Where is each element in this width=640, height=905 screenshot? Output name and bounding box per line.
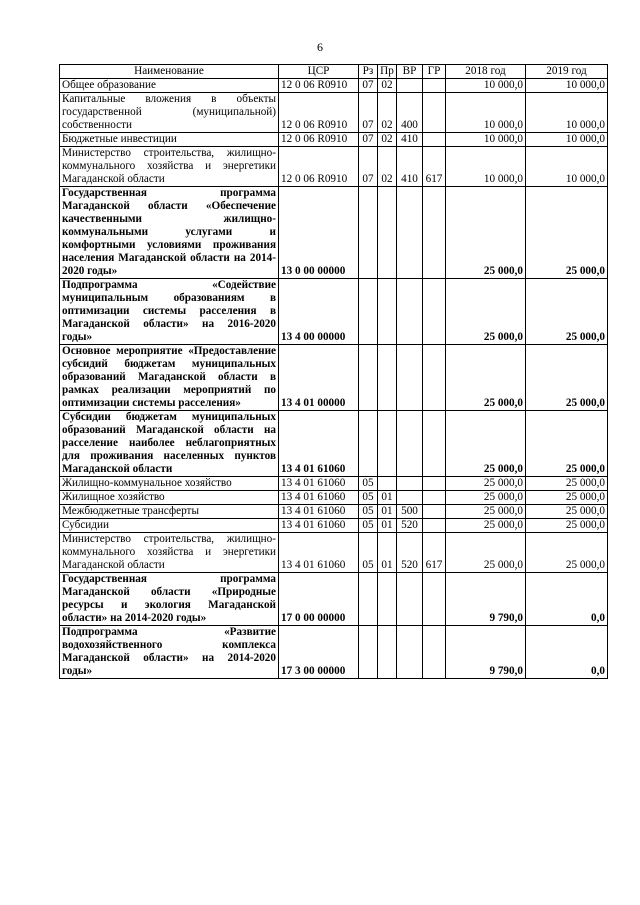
row-rz: 05 bbox=[359, 519, 378, 533]
row-gr bbox=[423, 93, 446, 133]
table-row bbox=[60, 491, 608, 505]
row-vr bbox=[397, 279, 423, 345]
row-csr: 13 4 01 61060 bbox=[279, 491, 359, 505]
row-2019: 25 000,0 bbox=[526, 279, 608, 345]
row-csr: 12 0 06 R0910 bbox=[279, 147, 359, 187]
header-vr: ВР bbox=[397, 65, 423, 79]
row-gr: 617 bbox=[423, 147, 446, 187]
header-name: Наименование bbox=[60, 65, 279, 79]
table-row bbox=[60, 93, 608, 133]
row-csr: 13 4 01 61060 bbox=[279, 477, 359, 491]
row-2018: 25 000,0 bbox=[446, 187, 526, 279]
row-name: Министерство строительства, жилищно-коммунального хозяйства и энергетики Магаданской области bbox=[60, 147, 279, 187]
row-rz: 05 bbox=[359, 491, 378, 505]
row-2018: 9 790,0 bbox=[446, 626, 526, 679]
row-csr: 13 4 01 61060 bbox=[279, 411, 359, 477]
row-csr: 12 0 06 R0910 bbox=[279, 79, 359, 93]
row-name: Основное мероприятие «Предоставление субсидий бюджетам муниципальных образований Магаданской области в рамках реализации мероприятий по оптимизации системы расселения» bbox=[60, 345, 279, 411]
page-number: 6 bbox=[317, 40, 323, 54]
table-row bbox=[60, 519, 608, 533]
row-rz: 05 bbox=[359, 533, 378, 573]
row-2018: 25 000,0 bbox=[446, 279, 526, 345]
row-2019: 25 000,0 bbox=[526, 477, 608, 491]
row-name: Подпрограмма «Развитие водохозяйственного комплекса Магаданской области» на 2014-2020 годы» bbox=[60, 626, 279, 679]
row-name: Государственная программа Магаданской области «Природные ресурсы и экология Магаданской области» на 2014-2020 годы» bbox=[60, 573, 279, 626]
row-2018: 10 000,0 bbox=[446, 147, 526, 187]
row-name: Подпрограмма «Содействие муниципальным образованиям в оптимизации системы расселения в Магаданской области» на 2016-2020 годы» bbox=[60, 279, 279, 345]
row-vr: 410 bbox=[397, 147, 423, 187]
row-gr bbox=[423, 519, 446, 533]
row-pr bbox=[378, 345, 397, 411]
row-csr: 13 4 01 61060 bbox=[279, 519, 359, 533]
row-vr: 500 bbox=[397, 505, 423, 519]
header-csr: ЦСР bbox=[279, 65, 359, 79]
row-vr bbox=[397, 626, 423, 679]
row-vr bbox=[397, 187, 423, 279]
row-rz: 07 bbox=[359, 79, 378, 93]
row-gr bbox=[423, 187, 446, 279]
row-pr: 02 bbox=[378, 93, 397, 133]
row-gr bbox=[423, 626, 446, 679]
header-pr: Пр bbox=[378, 65, 397, 79]
header-2019: 2019 год bbox=[526, 65, 608, 79]
row-2019: 10 000,0 bbox=[526, 133, 608, 147]
table-row bbox=[60, 147, 608, 187]
row-pr bbox=[378, 626, 397, 679]
row-csr: 17 3 00 00000 bbox=[279, 626, 359, 679]
row-2019: 25 000,0 bbox=[526, 411, 608, 477]
row-2019: 25 000,0 bbox=[526, 519, 608, 533]
row-rz bbox=[359, 411, 378, 477]
budget-table bbox=[59, 64, 608, 679]
row-2019: 10 000,0 bbox=[526, 79, 608, 93]
header-rz: Рз bbox=[359, 65, 378, 79]
row-rz: 05 bbox=[359, 477, 378, 491]
row-pr: 01 bbox=[378, 491, 397, 505]
row-csr: 17 0 00 00000 bbox=[279, 573, 359, 626]
row-name: Министерство строительства, жилищно-коммунального хозяйства и энергетики Магаданской области bbox=[60, 533, 279, 573]
row-rz bbox=[359, 573, 378, 626]
row-csr: 13 4 00 00000 bbox=[279, 279, 359, 345]
row-pr bbox=[378, 477, 397, 491]
row-gr bbox=[423, 491, 446, 505]
row-gr bbox=[423, 477, 446, 491]
row-name: Жилищное хозяйство bbox=[60, 491, 279, 505]
table-row bbox=[60, 279, 608, 345]
row-vr bbox=[397, 79, 423, 93]
row-rz bbox=[359, 279, 378, 345]
row-rz: 05 bbox=[359, 505, 378, 519]
table-row bbox=[60, 626, 608, 679]
row-name: Межбюджетные трансферты bbox=[60, 505, 279, 519]
row-2019: 25 000,0 bbox=[526, 345, 608, 411]
row-name: Бюджетные инвестиции bbox=[60, 133, 279, 147]
row-2019: 10 000,0 bbox=[526, 147, 608, 187]
row-csr: 13 4 01 00000 bbox=[279, 345, 359, 411]
row-2019: 10 000,0 bbox=[526, 93, 608, 133]
row-csr: 13 4 01 61060 bbox=[279, 505, 359, 519]
row-2018: 25 000,0 bbox=[446, 533, 526, 573]
row-2018: 25 000,0 bbox=[446, 491, 526, 505]
row-gr bbox=[423, 279, 446, 345]
row-pr: 02 bbox=[378, 147, 397, 187]
table-row bbox=[60, 411, 608, 477]
table-row bbox=[60, 533, 608, 573]
table-row bbox=[60, 505, 608, 519]
row-2019: 25 000,0 bbox=[526, 505, 608, 519]
row-gr bbox=[423, 79, 446, 93]
row-gr bbox=[423, 345, 446, 411]
row-2018: 25 000,0 bbox=[446, 519, 526, 533]
table-row bbox=[60, 345, 608, 411]
row-2019: 25 000,0 bbox=[526, 533, 608, 573]
row-rz: 07 bbox=[359, 133, 378, 147]
row-gr bbox=[423, 133, 446, 147]
row-vr: 520 bbox=[397, 533, 423, 573]
table-row bbox=[60, 133, 608, 147]
row-2019: 0,0 bbox=[526, 573, 608, 626]
row-pr bbox=[378, 279, 397, 345]
row-2018: 25 000,0 bbox=[446, 505, 526, 519]
row-pr bbox=[378, 411, 397, 477]
row-name: Государственная программа Магаданской области «Обеспечение качественными жилищно-коммунальными услугами и комфортными условиями проживания населения Магаданской области на 2014-2020 годы» bbox=[60, 187, 279, 279]
row-gr bbox=[423, 505, 446, 519]
row-csr: 12 0 06 R0910 bbox=[279, 133, 359, 147]
row-2019: 25 000,0 bbox=[526, 491, 608, 505]
row-vr: 400 bbox=[397, 93, 423, 133]
row-rz bbox=[359, 626, 378, 679]
row-vr bbox=[397, 491, 423, 505]
row-vr bbox=[397, 345, 423, 411]
row-pr: 01 bbox=[378, 505, 397, 519]
row-rz: 07 bbox=[359, 93, 378, 133]
row-pr: 02 bbox=[378, 133, 397, 147]
row-name: Капитальные вложения в объекты государственной (муниципальной) собственности bbox=[60, 93, 279, 133]
row-csr: 13 0 00 00000 bbox=[279, 187, 359, 279]
row-pr: 01 bbox=[378, 519, 397, 533]
table-row bbox=[60, 573, 608, 626]
row-vr: 410 bbox=[397, 133, 423, 147]
row-2019: 0,0 bbox=[526, 626, 608, 679]
table-row bbox=[60, 187, 608, 279]
row-rz: 07 bbox=[359, 147, 378, 187]
row-2018: 9 790,0 bbox=[446, 573, 526, 626]
row-csr: 13 4 01 61060 bbox=[279, 533, 359, 573]
row-vr: 520 bbox=[397, 519, 423, 533]
row-vr bbox=[397, 411, 423, 477]
row-rz bbox=[359, 187, 378, 279]
row-pr: 02 bbox=[378, 79, 397, 93]
row-2018: 25 000,0 bbox=[446, 411, 526, 477]
row-2018: 10 000,0 bbox=[446, 93, 526, 133]
row-2018: 10 000,0 bbox=[446, 133, 526, 147]
row-gr bbox=[423, 573, 446, 626]
row-name: Жилищно-коммунальное хозяйство bbox=[60, 477, 279, 491]
header-2018: 2018 год bbox=[446, 65, 526, 79]
row-rz bbox=[359, 345, 378, 411]
row-2019: 25 000,0 bbox=[526, 187, 608, 279]
row-vr bbox=[397, 477, 423, 491]
row-gr: 617 bbox=[423, 533, 446, 573]
row-name: Субсидии бюджетам муниципальных образований Магаданской области на расселение наиболее неблагоприятных для проживания населенных пунктов Магаданской области bbox=[60, 411, 279, 477]
row-2018: 10 000,0 bbox=[446, 79, 526, 93]
row-vr bbox=[397, 573, 423, 626]
table-row bbox=[60, 79, 608, 93]
row-2018: 25 000,0 bbox=[446, 345, 526, 411]
table-row bbox=[60, 477, 608, 491]
row-pr bbox=[378, 573, 397, 626]
row-csr: 12 0 06 R0910 bbox=[279, 93, 359, 133]
row-name: Общее образование bbox=[60, 79, 279, 93]
header-gr: ГР bbox=[423, 65, 446, 79]
row-2018: 25 000,0 bbox=[446, 477, 526, 491]
header-row bbox=[60, 65, 608, 79]
row-pr bbox=[378, 187, 397, 279]
row-gr bbox=[423, 411, 446, 477]
row-name: Субсидии bbox=[60, 519, 279, 533]
row-pr: 01 bbox=[378, 533, 397, 573]
